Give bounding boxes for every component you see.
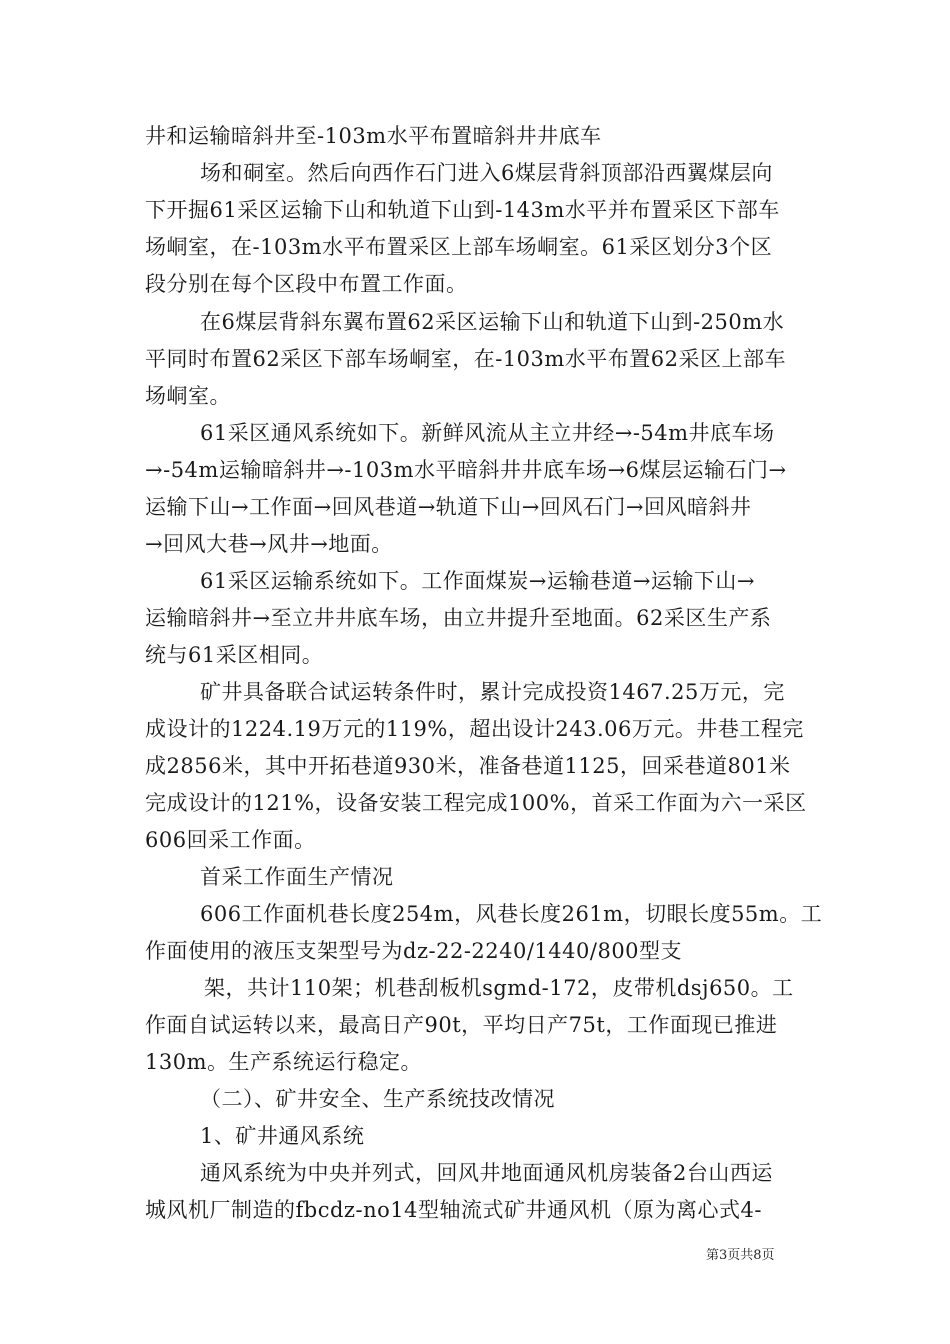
text-line: 场和硐室。然后向西作石门进入6煤层背斜顶部沿西翼煤层向 xyxy=(200,161,773,185)
text-line: 架，共计110架；机巷刮板机sgmd-172，皮带机dsj650。工 xyxy=(204,976,794,1000)
text-line: →-54m运输暗斜井→-103m水平暗斜井井底车场→6煤层运输石门→ xyxy=(145,458,787,482)
text-line: 运输暗斜井→至立井井底车场，由立井提升至地面。62采区生产系 xyxy=(145,606,772,630)
text-line: 通风系统为中央并列式，回风井地面通风机房装备2台山西运 xyxy=(200,1161,773,1185)
text-line: 61采区运输系统如下。工作面煤炭→运输巷道→运输下山→ xyxy=(200,569,756,593)
text-line: 统与61采区相同。 xyxy=(145,643,324,667)
page-number: 第3页共8页 xyxy=(706,1248,775,1263)
text-line: 完成设计的121%，设备安装工程完成100%，首采工作面为六一采区 xyxy=(145,791,807,815)
text-line: 城风机厂制造的fbcdz-no14型轴流式矿井通风机（原为离心式4- xyxy=(145,1198,762,1222)
text-line: 成2856米，其中开拓巷道930米，准备巷道1125，回采巷道801米 xyxy=(145,754,791,778)
text-line: 段分别在每个区段中布置工作面。 xyxy=(145,272,468,296)
text-line: 矿井具备联合试运转条件时，累计完成投资1467.25万元，完 xyxy=(200,680,785,704)
text-line: 井和运输暗斜井至-103m水平布置暗斜井井底车 xyxy=(145,124,602,148)
text-line: 运输下山→工作面→回风巷道→轨道下山→回风石门→回风暗斜井 xyxy=(145,495,752,519)
text-line: 作面自试运转以来，最高日产90t，平均日产75t，工作面现已推进 xyxy=(145,1013,778,1037)
text-line: 平同时布置62采区下部车场峒室，在-103m水平布置62采区上部车 xyxy=(145,347,787,371)
text-line: 1、矿井通风系统 xyxy=(200,1124,365,1148)
text-line: （二）、矿井安全、生产系统技改情况 xyxy=(200,1087,555,1111)
text-line: 作面使用的液压支架型号为dz-22-2240/1440/800型支 xyxy=(145,939,683,963)
text-line: 在6煤层背斜东翼布置62采区运输下山和轨道下山到-250m水 xyxy=(200,310,785,334)
text-line: 606回采工作面。 xyxy=(145,828,316,852)
text-line: 场峒室，在-103m水平布置采区上部车场峒室。61采区划分3个区 xyxy=(145,235,773,259)
text-line: 61采区通风系统如下。新鲜风流从主立井经→-54m井底车场 xyxy=(200,421,775,445)
text-line: →回风大巷→风井→地面。 xyxy=(145,532,393,556)
text-line: 下开掘61采区运输下山和轨道下山到-143m水平并布置采区下部车 xyxy=(145,198,780,222)
text-line: 成设计的1224.19万元的119%，超出设计243.06万元。井巷工程完 xyxy=(145,717,804,741)
text-line: 场峒室。 xyxy=(145,384,231,408)
text-line: 130m。生产系统运行稳定。 xyxy=(145,1050,422,1074)
text-line: 首采工作面生产情况 xyxy=(200,865,394,889)
text-line: 606工作面机巷长度254m，风巷长度261m，切眼长度55m。工 xyxy=(200,902,823,926)
